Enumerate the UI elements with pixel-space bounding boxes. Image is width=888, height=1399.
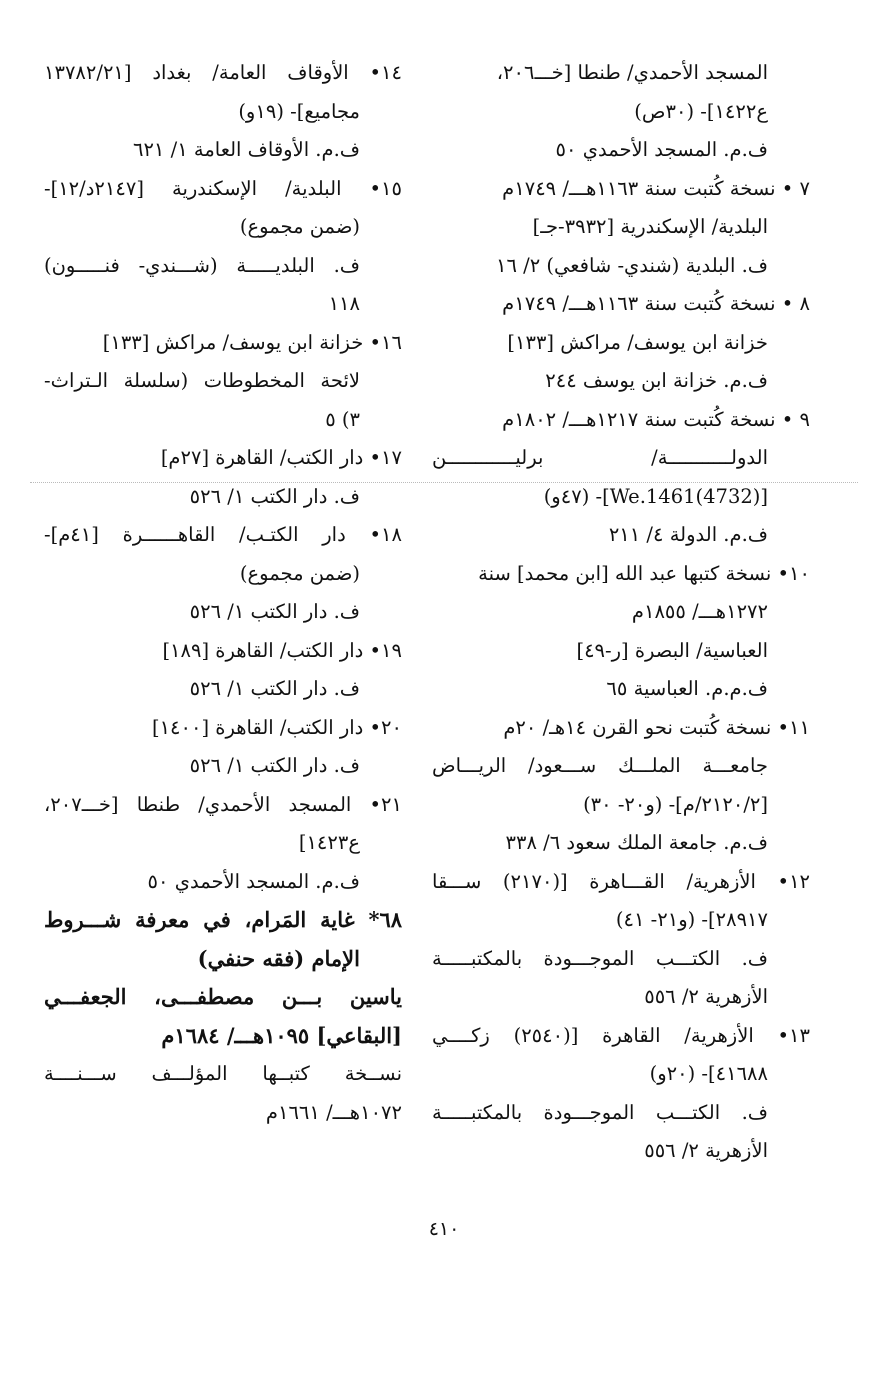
left-column-line: ف.م. المسجد الأحمدي ٥٠ — [147, 869, 360, 893]
right-column-line: ١١• نسخة كُتبت نحو القرن ١٤هـ/ ٢٠م — [503, 715, 810, 739]
right-column-line: ٨ • نسخة كُتبت سنة ١١٦٣هـــ/ ١٧٤٩م — [502, 292, 810, 315]
right-column-line: ع١٤٢٢]- (٣٠ص) — [634, 99, 768, 123]
right-column-line: ١٠• نسخة كتبها عبد الله [ابن محمد] سنة — [478, 561, 810, 585]
right-column-line: ف. البلدية (شندي- شافعي) ٢/ ١٦ — [495, 253, 768, 277]
right-column-line: ف.م. خزانة ابن يوسف ٢٤٤ — [545, 369, 768, 392]
left-column-line: ٣) ٥ — [325, 407, 360, 431]
left-column — [44, 54, 402, 1132]
right-column-line: ٧ • نسخة كُتبت سنة ١١٦٣هـــ/ ١٧٤٩م — [502, 176, 810, 200]
page-number: ٤١٠ — [428, 1218, 460, 1240]
scan-fold-line — [30, 482, 858, 483]
left-column-line: ف. دار الكتب ١/ ٥٢٦ — [189, 600, 360, 623]
left-column-line: ١٩• دار الكتب/ القاهرة [١٨٩] — [162, 638, 402, 662]
left-column-line: لائحة المخطوطات (سلسلة الـتراث- — [44, 369, 360, 392]
left-column-line: ع١٤٢٣] — [298, 831, 360, 854]
right-column-line: ١٢٧٢هـــ/ ١٨٥٥م — [631, 600, 768, 623]
left-column-line: مجاميع]- (١٩و) — [238, 99, 360, 123]
left-column-line: نســخة كتبــها المؤلـــف ســـنــــة — [44, 1062, 402, 1085]
left-column-line: ١٧• دار الكتب/ القاهرة [٢٧م] — [160, 446, 402, 469]
left-column-line: ١٦• خزانة ابن يوسف/ مراكش [١٣٣] — [102, 330, 402, 354]
left-column-line: ٦٨* غاية المَرام، في معرفة شـــروط — [44, 907, 402, 932]
right-column-line: الدولـــــــــــة/ برليــــــــــــن — [432, 446, 768, 469]
right-column-line: خزانة ابن يوسف/ مراكش [١٣٣] — [507, 330, 768, 354]
left-column-line: ١٨• دار الكتـب/ القاهــــــرة [٤١م]- — [44, 523, 402, 546]
right-column-line: ٢٨٩١٧]- (و٢١- ٤١) — [615, 908, 768, 931]
right-column-line: ف. الكتـــب الموجـــودة بالمكتبـــــة — [432, 946, 768, 970]
left-column-line: الإمام (فقه حنفي) — [197, 945, 360, 971]
left-column-line: ف. دار الكتب ١/ ٥٢٦ — [189, 484, 360, 508]
right-column-line: ف. الكتـــب الموجـــودة بالمكتبـــــة — [432, 1100, 768, 1124]
left-column-line: [البقاعي] ١٠٩٥هـــ/ ١٦٨٤م — [161, 1022, 402, 1048]
right-column-line: [(4732)We.1461]- (٤٧و) — [543, 484, 768, 508]
right-column — [432, 54, 810, 1171]
right-column-line: ٩ • نسخة كُتبت سنة ١٢١٧هـــ/ ١٨٠٢م — [502, 407, 810, 431]
left-column-line: (ضمن مجموع) — [239, 561, 360, 585]
left-column-line: ف. البلديـــــة (شـــندي- فنـــــون) — [44, 253, 360, 277]
left-column-line: (ضمن مجموع) — [239, 215, 360, 238]
right-column-line: البلدية/ الإسكندرية [٣٩٣٢-جـ] — [532, 215, 768, 238]
left-column-line: ف. دار الكتب ١/ ٥٢٦ — [189, 754, 360, 777]
right-column-line: الأزهرية ٢/ ٥٥٦ — [644, 985, 768, 1008]
left-column-line: ١٥• البلدية/ الإسكندرية [٢١٤٧د/١٢]- — [44, 176, 402, 200]
right-column-line: ١٢• الأزهرية/ القـــاهرة [(٢١٧٠) ســـقا — [432, 869, 810, 893]
left-column-line: ف. دار الكتب ١/ ٥٢٦ — [189, 677, 360, 700]
right-column-line: ف.م. الدولة ٤/ ٢١١ — [608, 523, 768, 546]
left-column-line: ١٤• الأوقاف العامة/ بغداد [١٣٧٨٢/٢١ — [44, 61, 402, 84]
left-column-line: ٢١• المسجد الأحمدي/ طنطا [خـــ٢٠٧، — [44, 792, 402, 816]
right-column-line: العباسية/ البصرة [ر-٤٩] — [576, 638, 768, 662]
left-column-line: ٢٠• دار الكتب/ القاهرة [١٤٠٠] — [151, 715, 402, 739]
right-column-line: الأزهرية ٢/ ٥٥٦ — [644, 1139, 768, 1162]
right-column-line: [٢١٢٠/٢/م]- (و٢٠- ٣٠) — [583, 792, 768, 816]
right-column-line: المسجد الأحمدي/ طنطا [خـــ٢٠٦، — [496, 61, 768, 84]
right-column-line: ف.م. المسجد الأحمدي ٥٠ — [555, 138, 768, 161]
left-column-line: ف.م. الأوقاف العامة ١/ ٦٢١ — [132, 138, 360, 161]
right-column-line: ف.م.م. العباسية ٦٥ — [606, 677, 768, 700]
right-column-line: جامعـــة الملـــك ســـعود/ الريـــاض — [432, 754, 768, 777]
right-column-line: ف.م. جامعة الملك سعود ٦/ ٣٣٨ — [505, 831, 768, 854]
left-column-line: ياسين بـــن مصطفـــى، الجعفـــي — [44, 984, 402, 1009]
left-column-line: ١١٨ — [328, 292, 360, 315]
right-column-line: ١٣• الأزهرية/ القاهرة [(٢٥٤٠) زكــــي — [432, 1023, 810, 1047]
left-column-line: ١٠٧٢هـــ/ ١٦٦١م — [265, 1100, 402, 1124]
right-column-line: ٤١٦٨٨]- (٢٠و) — [649, 1062, 768, 1085]
